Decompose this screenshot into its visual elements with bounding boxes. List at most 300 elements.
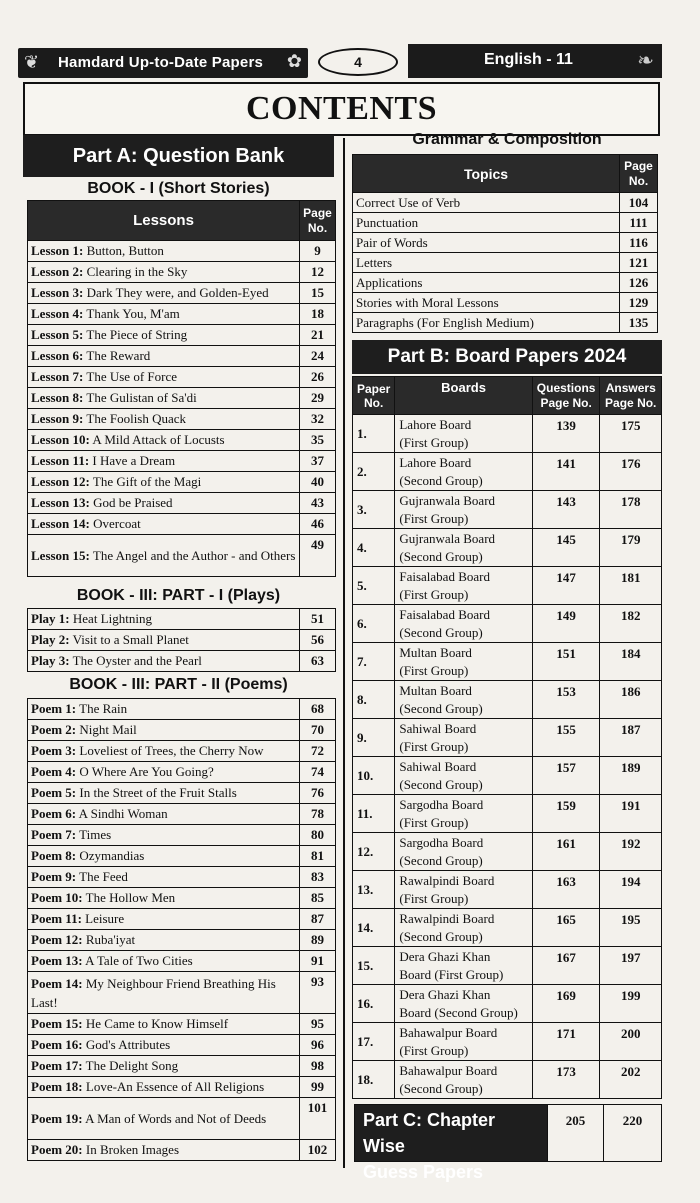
topic-page: 126 [620,273,658,293]
paper-no: 13. [353,871,395,909]
entry-cell [28,1014,300,1035]
entry-page: 81 [300,846,336,867]
entry-title: Love-An Essence of All Religions [85,1079,265,1094]
paper-no: 16. [353,985,395,1023]
entry-cell [28,846,300,867]
answers-page: 181 [600,567,662,605]
lesson-row [28,325,336,346]
questions-page: 169 [532,985,600,1023]
board-group: (Second Group) [399,928,483,944]
entry-cell [28,651,300,672]
board-cell [395,1061,532,1099]
book1-heading: BOOK - I (Short Stories) [87,180,270,197]
entry-cell [28,741,300,762]
grammar-row [353,253,658,273]
entry-page: 102 [300,1140,336,1161]
entry-page: 12 [300,262,336,283]
entry-cell [28,535,300,577]
grammar-heading: Grammar & Composition [412,131,602,148]
entry-title: A Sindhi Woman [78,806,168,821]
board-row [353,491,662,529]
paper-no: 12. [353,833,395,871]
board-cell [395,833,532,871]
entry-page: 56 [300,630,336,651]
entry-page: 35 [300,430,336,451]
entry-title: Leisure [85,911,125,926]
board-cell [395,985,532,1023]
questions-page: 143 [532,491,600,529]
board-row [353,415,662,453]
poem-row [28,1077,336,1098]
subject-banner [408,44,662,78]
entry-title: My Neighbour Friend Breathing His Last! [31,975,276,1010]
page-header [18,44,662,80]
paper-no: 14. [353,909,395,947]
paper-no: 8. [353,681,395,719]
entry-cell [28,930,300,951]
answers-page: 179 [600,529,662,567]
entry-title: I Have a Dream [92,453,176,468]
paper-no: 10. [353,757,395,795]
board-name: Rawalpindi Board [399,872,495,888]
entry-title: The Oyster and the Pearl [72,653,202,668]
board-row [353,757,662,795]
entry-cell [28,472,300,493]
topic-page: 135 [620,313,658,333]
entry-label: Lesson 7: [31,369,84,384]
board-cell [395,453,532,491]
board-papers-table [352,376,662,1099]
entry-title: Overcoat [93,516,141,531]
questions-page: 153 [532,681,600,719]
poem-row [28,762,336,783]
entry-page: 87 [300,909,336,930]
answers-page: 176 [600,453,662,491]
lesson-row [28,409,336,430]
entry-title: Button, Button [86,243,164,258]
board-row [353,1023,662,1061]
entry-title: In the Street of the Fruit Stalls [79,785,237,800]
board-group: (First Group) [399,510,469,526]
entry-cell [28,409,300,430]
board-name: Gujranwala Board [399,530,496,546]
topics-column-header: Topics [353,155,620,193]
board-name: Sahiwal Board [399,720,477,736]
entry-cell [28,1140,300,1161]
grammar-table [352,154,658,333]
entry-title: Heat Lightning [72,611,152,626]
board-row [353,909,662,947]
topic-page: 121 [620,253,658,273]
board-cell [395,529,532,567]
entry-label: Poem 7: [31,827,77,842]
entry-label: Lesson 10: [31,432,90,447]
poem-row [28,888,336,909]
entry-title: God be Praised [93,495,173,510]
answers-page-column-header: Answers Page No. [600,377,662,415]
part-c-title-line1: Part C: Chapter Wise [363,1110,496,1156]
entry-label: Poem 4: [31,764,77,779]
paper-no: 5. [353,567,395,605]
poems-heading: BOOK - III: PART - II (Poems) [69,676,288,693]
entry-cell [28,951,300,972]
entry-page: 91 [300,951,336,972]
grammar-row [353,293,658,313]
entry-cell [28,262,300,283]
entry-cell [28,630,300,651]
entry-page: 101 [300,1098,336,1140]
board-name: Sargodha Board [399,796,484,812]
part-c-questions-page: 205 [547,1105,603,1161]
ornament-icon: ❧ [637,50,654,72]
entry-cell [28,1077,300,1098]
entry-label: Lesson 15: [31,548,90,563]
entry-label: Poem 14: [31,975,83,991]
plays-table [27,608,336,672]
entry-label: Poem 6: [31,806,77,821]
entry-title: The Reward [86,348,151,363]
entry-cell [28,493,300,514]
entry-page: 32 [300,409,336,430]
topic-page: 129 [620,293,658,313]
entry-title: Dark They were, and Golden-Eyed [86,285,269,300]
board-cell [395,757,532,795]
play-row [28,651,336,672]
board-group: (First Group) [399,1042,469,1058]
board-name: Lahore Board [399,454,472,470]
poem-row [28,1014,336,1035]
questions-page: 165 [532,909,600,947]
entry-title: The Foolish Quack [86,411,187,426]
board-name: Sahiwal Board [399,758,477,774]
board-cell [395,947,532,985]
poem-row [28,1140,336,1161]
topic-page: 111 [620,213,658,233]
lessons-table [27,200,336,577]
lesson-row [28,304,336,325]
board-cell [395,567,532,605]
entry-title: Clearing in the Sky [86,264,188,279]
page-number: 4 [318,48,398,76]
entry-page: 76 [300,783,336,804]
entry-title: He Came to Know Himself [85,1016,229,1031]
board-group: (First Group) [399,814,469,830]
board-row [353,605,662,643]
entry-cell [28,451,300,472]
entry-title: God's Attributes [85,1037,171,1052]
entry-cell [28,825,300,846]
board-name: Dera Ghazi Khan [399,948,491,964]
entry-cell [28,762,300,783]
topic-title: Letters [353,253,620,273]
answers-page: 194 [600,871,662,909]
questions-page: 159 [532,795,600,833]
contents-title-box [23,82,660,136]
entry-title: Ruba'iyat [85,932,136,947]
lessons-column-header: Lessons [28,201,300,241]
board-name: Bahawalpur Board [399,1024,498,1040]
entry-label: Poem 18: [31,1079,83,1094]
entry-label: Poem 3: [31,743,77,758]
grammar-row [353,193,658,213]
board-cell [395,415,532,453]
board-group: (Second Group) [399,700,483,716]
entry-title: Visit to a Small Planet [72,632,189,647]
lesson-row [28,535,336,577]
answers-page: 202 [600,1061,662,1099]
entry-page: 72 [300,741,336,762]
entry-label: Poem 11: [31,911,82,926]
entry-label: Poem 20: [31,1142,83,1157]
entry-label: Poem 16: [31,1037,83,1052]
lesson-row [28,472,336,493]
entry-page: 43 [300,493,336,514]
entry-label: Lesson 5: [31,327,84,342]
lesson-row [28,283,336,304]
entry-title: Loveliest of Trees, the Cherry Now [79,743,264,758]
paper-no: 1. [353,415,395,453]
entry-title: O Where Are You Going? [79,764,214,779]
column-divider [343,138,345,1168]
answers-page: 200 [600,1023,662,1061]
entry-label: Poem 9: [31,869,77,884]
board-name: Multan Board [399,644,472,660]
entry-page: 70 [300,720,336,741]
entry-cell [28,909,300,930]
board-name: Lahore Board [399,416,472,432]
entry-page: 89 [300,930,336,951]
board-cell [395,681,532,719]
answers-page: 197 [600,947,662,985]
entry-title: The Rain [79,701,128,716]
answers-page: 187 [600,719,662,757]
answers-page: 199 [600,985,662,1023]
entry-page: 29 [300,388,336,409]
answers-page: 195 [600,909,662,947]
publisher-name: Hamdard Up-to-Date Papers [58,54,264,71]
publisher-banner [18,48,308,78]
poem-row [28,804,336,825]
ornament-icon: ❦ [24,52,40,72]
board-cell [395,871,532,909]
poem-row [28,846,336,867]
answers-page: 191 [600,795,662,833]
entry-page: 95 [300,1014,336,1035]
entry-page: 15 [300,283,336,304]
entry-page: 46 [300,514,336,535]
answers-page: 184 [600,643,662,681]
play-row [28,630,336,651]
entry-cell [28,1056,300,1077]
entry-page: 9 [300,241,336,262]
entry-title: The Feed [79,869,128,884]
paper-no: 3. [353,491,395,529]
entry-page: 96 [300,1035,336,1056]
lesson-row [28,241,336,262]
board-name: Bahawalpur Board [399,1062,498,1078]
answers-page: 182 [600,605,662,643]
questions-page: 161 [532,833,600,871]
board-row [353,643,662,681]
entry-cell [28,804,300,825]
board-group: (Second Group) [399,548,483,564]
board-row [353,681,662,719]
entry-label: Lesson 12: [31,474,90,489]
part-a-banner: Part A: Question Bank [23,135,334,177]
poem-row [28,720,336,741]
entry-label: Play 3: [31,653,70,668]
poem-row [28,909,336,930]
board-cell [395,795,532,833]
board-row [353,529,662,567]
entry-label: Lesson 8: [31,390,84,405]
entry-cell [28,720,300,741]
entry-page: 80 [300,825,336,846]
paper-no: 9. [353,719,395,757]
entry-label: Lesson 14: [31,516,90,531]
topic-title: Stories with Moral Lessons [353,293,620,313]
entry-label: Lesson 4: [31,306,84,321]
lesson-row [28,451,336,472]
grammar-row [353,273,658,293]
entry-page: 74 [300,762,336,783]
board-name: Gujranwala Board [399,492,496,508]
entry-title: Times [79,827,112,842]
board-group: (Second Group) [399,1080,483,1096]
entry-cell [28,609,300,630]
part-c-answers-page: 220 [603,1105,661,1161]
entry-cell [28,1098,300,1140]
entry-title: In Broken Images [85,1142,180,1157]
entry-cell [28,1035,300,1056]
questions-page: 149 [532,605,600,643]
paper-no: 7. [353,643,395,681]
poem-row [28,741,336,762]
entry-page: 37 [300,451,336,472]
paper-no: 11. [353,795,395,833]
entry-title: Night Mail [79,722,137,737]
entry-title: The Gift of the Magi [92,474,202,489]
grammar-page-column-header: Page No. [620,155,658,193]
entry-page: 98 [300,1056,336,1077]
entry-page: 18 [300,304,336,325]
questions-page: 145 [532,529,600,567]
poem-row [28,783,336,804]
entry-label: Lesson 13: [31,495,90,510]
entry-title: A Man of Words and Not of Deeds [85,1111,267,1126]
entry-cell [28,304,300,325]
play-row [28,609,336,630]
grammar-row [353,233,658,253]
lesson-row [28,493,336,514]
entry-cell [28,867,300,888]
entry-label: Poem 12: [31,932,83,947]
entry-label: Poem 2: [31,722,77,737]
grammar-row [353,313,658,333]
topic-title: Paragraphs (For English Medium) [353,313,620,333]
topic-title: Correct Use of Verb [353,193,620,213]
part-c-banner [355,1105,547,1182]
board-row [353,947,662,985]
entry-cell [28,430,300,451]
board-name: Dera Ghazi Khan [399,986,491,1002]
questions-page: 167 [532,947,600,985]
grammar-row [353,213,658,233]
poem-row [28,1098,336,1140]
answers-page: 186 [600,681,662,719]
questions-page: 157 [532,757,600,795]
entry-label: Lesson 1: [31,243,84,258]
questions-page: 173 [532,1061,600,1099]
entry-cell [28,241,300,262]
entry-label: Play 1: [31,611,70,626]
entry-label: Poem 15: [31,1016,83,1031]
entry-label: Poem 8: [31,848,77,863]
entry-cell [28,367,300,388]
entry-label: Poem 13: [31,953,83,968]
plays-heading: BOOK - III: PART - I (Plays) [76,587,281,604]
paper-no: 6. [353,605,395,643]
entry-cell [28,514,300,535]
entry-label: Lesson 9: [31,411,84,426]
poem-row [28,1035,336,1056]
questions-page: 139 [532,415,600,453]
lesson-row [28,430,336,451]
entry-page: 24 [300,346,336,367]
questions-page-column-header: Questions Page No. [532,377,600,415]
entry-title: Thank You, M'am [86,306,180,321]
lesson-row [28,388,336,409]
page-title: CONTENTS [245,90,438,127]
board-group: (Second Group) [399,472,483,488]
entry-cell [28,346,300,367]
board-group: (First Group) [399,434,469,450]
paper-no: 4. [353,529,395,567]
boards-column-header: Boards [395,377,532,415]
entry-title: The Use of Force [86,369,177,384]
entry-page: 51 [300,609,336,630]
entry-page: 93 [300,972,336,1014]
lesson-row [28,514,336,535]
entry-page: 49 [300,535,336,577]
lesson-row [28,367,336,388]
board-cell [395,1023,532,1061]
board-group: (Second Group) [399,776,483,792]
entry-label: Play 2: [31,632,70,647]
poem-row [28,972,336,1014]
board-cell [395,643,532,681]
board-row [353,1061,662,1099]
entry-page: 99 [300,1077,336,1098]
entry-label: Lesson 11: [31,453,90,468]
questions-page: 163 [532,871,600,909]
poem-row [28,930,336,951]
entry-page: 40 [300,472,336,493]
answers-page: 175 [600,415,662,453]
poem-row [28,825,336,846]
board-name: Multan Board [399,682,472,698]
entry-label: Lesson 6: [31,348,84,363]
board-group: (Second Group) [399,852,483,868]
entry-page: 85 [300,888,336,909]
board-cell [395,719,532,757]
entry-cell [28,699,300,720]
poem-row [28,951,336,972]
entry-title: The Hollow Men [85,890,176,905]
entry-title: The Delight Song [85,1058,179,1073]
answers-page: 192 [600,833,662,871]
entry-title: A Tale of Two Cities [85,953,193,968]
